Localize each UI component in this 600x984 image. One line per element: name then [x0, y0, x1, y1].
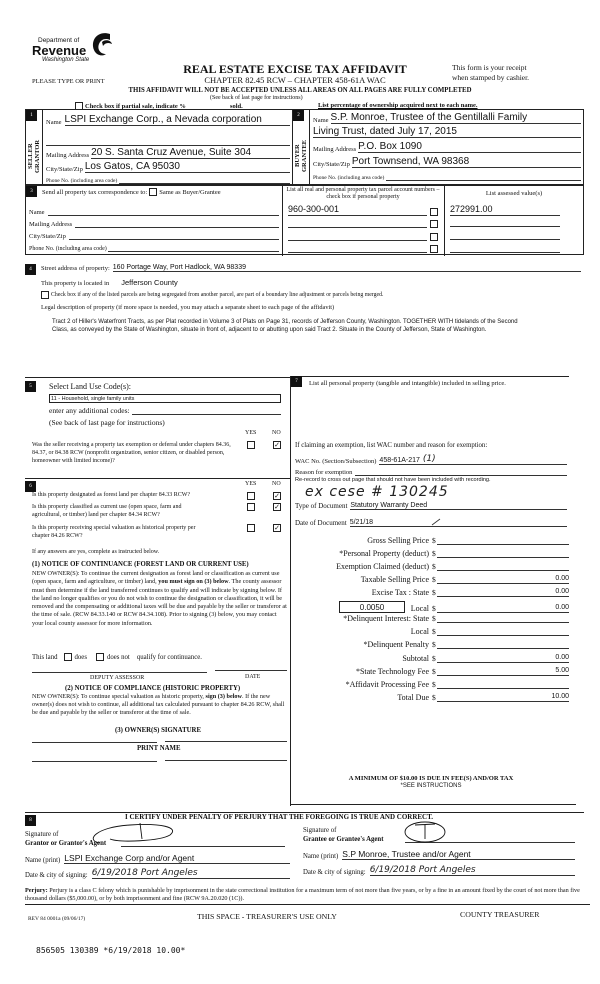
- legal-label: Legal description of property (if more space is needed, you may attach a separate sheet to each page of the affidavit): [41, 304, 335, 311]
- exemption-yes-checkbox[interactable]: [247, 441, 255, 449]
- doc-date-label: Date of Document: [295, 519, 347, 527]
- parcel-row: [288, 232, 438, 241]
- processing-fee-label: *Affidavit Processing Fee: [345, 680, 429, 689]
- checkmark-icon: [431, 518, 441, 526]
- amount-row-tech-fee: [291, 667, 569, 676]
- parcel-account-field[interactable]: [288, 219, 427, 228]
- grantee-name-label: Name (print): [303, 853, 339, 860]
- forest-land-question: Is this property designated as forest land per chapter 84.33 RCW?: [32, 492, 191, 498]
- grantor-name-label: Name (print): [25, 857, 61, 864]
- assessed-header: List assessed value(s): [485, 190, 543, 197]
- parcel-header: List all real and personal property tax parcel account numbers – check box if personal property: [286, 187, 440, 200]
- total-due-field[interactable]: 10.00: [437, 693, 569, 702]
- receipt-stamp: 856505 130389 *6/19/2018 10.00*: [36, 946, 186, 955]
- form-number: REV 84 0001a (09/06/17): [28, 916, 86, 922]
- section-5-badge: 5: [25, 381, 36, 392]
- county-field[interactable]: Jefferson County: [121, 278, 178, 287]
- exemption-intro: If claiming an exemption, list WAC number and reason for exemption:: [295, 442, 488, 449]
- logo-line3: Washington State: [42, 57, 90, 63]
- see-instructions: *SEE INSTRUCTIONS: [400, 783, 462, 789]
- form-title: REAL ESTATE EXCISE TAX AFFIDAVIT: [183, 62, 407, 76]
- parcel-account-field[interactable]: [288, 244, 427, 253]
- parcel-row: [288, 244, 438, 253]
- qualify-label: qualify for continuance.: [136, 653, 202, 661]
- dollar-sign: $: [432, 693, 436, 702]
- dollar-sign: $: [432, 640, 436, 649]
- street-field[interactable]: 160 Portage Way, Port Hadlock, WA 98339: [113, 264, 581, 272]
- legal-description[interactable]: Tract 2 of Hiller's Waterfront Tracts, as per Plat recorded in Volume 3 of Plats on Page 31, records of Jefferson County, Washington. TOGETHER WITH tidelands of the Second Class, as conveyed by the State of Washington, situate in front of, adjacent to or abutting upon said Tract 2. Situate in the County of Jefferson, State of Washington.: [52, 319, 518, 333]
- dollar-sign: $: [432, 588, 436, 597]
- treasurer-use: THIS SPACE - TREASURER'S USE ONLY: [197, 912, 337, 921]
- seller-mailing-label: Mailing Address: [46, 152, 90, 159]
- tech-fee-field[interactable]: 5.00: [437, 667, 569, 676]
- assessed-value-field[interactable]: 272991.00: [450, 204, 560, 216]
- section-2-badge: 2: [293, 110, 304, 121]
- seller-name-label: Name: [46, 119, 62, 126]
- interest-state-label: *Delinquent Interest: State: [343, 614, 429, 623]
- historical-no-checkbox[interactable]: [273, 524, 281, 532]
- correspondence-section: [25, 185, 584, 255]
- wac-label: WAC No. (Section/Subsection): [295, 458, 377, 465]
- s6-no-header: NO: [272, 481, 281, 487]
- total-due-label: Total Due: [397, 693, 429, 702]
- grantee-date-city-field[interactable]: 6/19/2018 Port Angeles: [370, 865, 575, 876]
- personal-deduct-label: *Personal Property (deduct): [339, 549, 429, 558]
- segregated-label: Check box if any of the listed parcels are being segregated from another parcel, are part of a boundary line adjustment or parcels being merged.: [51, 292, 384, 298]
- buyer-mailing-field[interactable]: P.O. Box 1090: [358, 141, 581, 153]
- excise-local-field[interactable]: 0.00: [437, 604, 569, 613]
- historical-question: Is this property receiving special valuation as historical property per chapter 84.26 RCW?: [32, 525, 196, 539]
- grantee-sig-label-2: Grantee or Grantee's Agent: [303, 836, 384, 843]
- notice2-text-b: . If the new owner(s) does not wish to continue, all additional tax calculated pursuant to chapter 84.26 RCW, shall be due and payable by the seller or transferor at the time of sale.: [32, 693, 285, 716]
- grantor-name-field[interactable]: LSPI Exchange Corp and/or Agent: [64, 853, 290, 864]
- additional-codes-field[interactable]: [132, 406, 281, 415]
- reason-label: Reason for exemption: [295, 469, 353, 476]
- dollar-sign: $: [432, 575, 436, 584]
- corr-name-label: Name: [29, 209, 45, 216]
- current-use-question: Is this property classified as current use (open space, farm and agricultural, or timber) land per chapter 84.34 RCW?: [32, 504, 182, 518]
- buyer-name-label: Name: [313, 117, 329, 124]
- land-use-select[interactable]: 11 - Household, single family units: [49, 394, 281, 403]
- ownership-note: List percentage of ownership acquired next to each name.: [318, 102, 478, 109]
- excise-state-label: Excise Tax : State: [371, 588, 429, 597]
- excise-state-field[interactable]: 0.00: [437, 588, 569, 597]
- notice1-text: [32, 570, 288, 628]
- same-as-buyer-checkbox[interactable]: [149, 188, 157, 196]
- amount-row-processing-fee: [291, 680, 569, 689]
- exemption-question: Was the seller receiving a property tax exemption or deferral under chapters 84.36, 84.37, or 84.38 RCW (nonprofit organization, senior citizen, or disabled person, homeowner with limited income)?: [32, 442, 231, 464]
- certify-statement: I CERTIFY UNDER PENALTY OF PERJURY THAT THE FOREGOING IS TRUE AND CORRECT.: [125, 813, 434, 821]
- buyer-phone-field[interactable]: [386, 172, 581, 181]
- forest-no-checkbox[interactable]: [273, 492, 281, 500]
- same-as-buyer-label: Same as Buyer/Grantee: [159, 188, 221, 196]
- dollar-sign: $: [432, 562, 436, 571]
- land-use-section: [25, 377, 291, 487]
- assessed-value-field[interactable]: [450, 231, 560, 240]
- logo-line1: Department of: [38, 37, 80, 44]
- this-land-label: This land: [32, 653, 58, 661]
- personal-property-checkbox[interactable]: [430, 208, 438, 216]
- print-name-field-1[interactable]: [32, 756, 157, 762]
- dollar-sign: $: [432, 667, 436, 676]
- acceptance-warning: THIS AFFIDAVIT WILL NOT BE ACCEPTED UNLESS ALL AREAS ON ALL PAGES ARE FULLY COMPLETED: [128, 87, 472, 94]
- perjury-notice: [25, 887, 590, 905]
- minimum-note: A MINIMUM OF $10.00 IS DUE IN FEE(S) AND/OR TAX: [348, 775, 514, 782]
- no-header: NO: [272, 430, 281, 436]
- notice1-title: (1) NOTICE OF CONTINUANCE (FOREST LAND OR CURRENT USE): [32, 561, 249, 568]
- notice2-text: [32, 693, 288, 716]
- s6-yes-header: YES: [245, 481, 257, 487]
- amount-row-gross: [291, 536, 569, 545]
- section-6-badge: 6: [25, 481, 36, 492]
- personal-property-checkbox[interactable]: [430, 233, 438, 241]
- current-use-no-checkbox[interactable]: [273, 503, 281, 511]
- amount-row-personal: [291, 549, 569, 558]
- personal-property-checkbox[interactable]: [430, 245, 438, 253]
- wac-field[interactable]: [379, 454, 567, 465]
- grantor-sig-label-1: Signature of: [25, 831, 59, 838]
- print-name-field-2[interactable]: [165, 755, 287, 761]
- personal-property-checkbox[interactable]: [430, 220, 438, 228]
- dollar-sign: $: [432, 627, 436, 636]
- assessor-date-label: DATE: [245, 674, 261, 680]
- owner-signature-field-2[interactable]: [165, 736, 287, 742]
- certification-section: [25, 812, 584, 884]
- instructions-note: (See back of last page for instructions): [210, 95, 303, 101]
- parcel-row: [288, 219, 438, 228]
- amount-row-state-tax: [291, 588, 569, 597]
- seller-city-field[interactable]: Los Gatos, CA 95030: [85, 161, 290, 173]
- buyer-name-field[interactable]: S.P. Monroe, Trustee of the Gentillalli Family: [331, 112, 581, 124]
- subtotal-label: Subtotal: [402, 654, 429, 663]
- street-label: Street address of property:: [41, 265, 110, 272]
- grantee-name-field[interactable]: S.P Monroe, Trustee and/or Agent: [342, 849, 575, 860]
- receipt-note-1: This form is your receipt: [452, 63, 527, 72]
- interest-local-field[interactable]: [437, 627, 569, 636]
- seller-mailing-field[interactable]: 20 S. Santa Cruz Avenue, Suite 304: [91, 147, 290, 159]
- assessor-date-field[interactable]: [215, 663, 287, 671]
- taxable-price-field[interactable]: 0.00: [437, 575, 569, 584]
- amount-row-interest-local: [291, 627, 569, 636]
- penalty-field[interactable]: [437, 640, 569, 649]
- exemption-no-checkbox[interactable]: [273, 441, 281, 449]
- exemption-claimed-label: Exemption Claimed (deduct): [336, 562, 429, 571]
- notice2-bold: sign (3) below: [205, 693, 242, 700]
- seller-side-label: SELLER GRANTOR: [27, 139, 41, 173]
- personal-property-label: List all personal property (tangible and intangible) included in selling price.: [309, 380, 506, 387]
- yes-header: YES: [245, 430, 257, 436]
- parcel-account-field[interactable]: [288, 232, 427, 241]
- gross-field[interactable]: [437, 536, 569, 545]
- deputy-assessor-signature[interactable]: [32, 665, 207, 673]
- personal-property-field[interactable]: [309, 402, 559, 440]
- partial-sale-label: Check box if partial sale, indicate %: [85, 102, 186, 110]
- seller-name-line2[interactable]: [46, 136, 290, 146]
- historical-yes-checkbox[interactable]: [247, 524, 255, 532]
- amount-row-interest-state: [291, 614, 569, 623]
- corr-city-label: City/State/Zip: [29, 233, 66, 240]
- notice1-bold: you must sign on (3) below: [158, 578, 229, 586]
- land-use-label: Select Land Use Code(s):: [49, 382, 131, 391]
- dollar-sign: $: [432, 604, 436, 613]
- form-subtitle: CHAPTER 82.45 RCW – CHAPTER 458-61A WAC: [204, 75, 386, 85]
- section-1-badge: 1: [26, 110, 37, 121]
- partial-sale-sold: sold.: [229, 102, 243, 110]
- corr-phone-field[interactable]: [108, 244, 279, 252]
- buyer-section: [292, 109, 584, 185]
- segregated-checkbox[interactable]: [41, 291, 49, 299]
- buyer-phone-label: Phone No. (including area code): [313, 175, 385, 181]
- section-3-badge: 3: [26, 186, 37, 197]
- parcel-account-field[interactable]: 960-300-001: [288, 204, 427, 216]
- dollar-sign: $: [432, 680, 436, 689]
- located-label: This property is located in: [41, 280, 110, 287]
- reason-value: Re-record to cross out page that should not have been included with recording.: [295, 477, 491, 483]
- doc-type-field[interactable]: Statutory Warranty Deed: [350, 502, 567, 510]
- notice1-text-a: NEW OWNER(S): To continue the current designation as forest land or classification as current use (open space, farm and agriculture, or timber) land,: [32, 570, 280, 586]
- parcel-row: [288, 204, 438, 216]
- land-use-instructions: (See back of last page for instructions): [49, 418, 165, 427]
- dollar-sign: $: [432, 614, 436, 623]
- dollar-sign: $: [432, 536, 436, 545]
- section-7-badge: 7: [291, 376, 302, 387]
- dollar-sign: $: [432, 654, 436, 663]
- amount-row-total: [291, 693, 569, 702]
- processing-fee-field[interactable]: [437, 680, 569, 689]
- notice1-text-b: . The county assessor must then determine if the land transferred continues to qualify and will indicate by signing below. If the land no longer qualifies or you do not wish to continue the designation or classification, it will be removed and the compensating or additional taxes will be due and payable by the seller or transferor at the time of sale. (RCW 84.33.140 or RCW 84.34.108). Prior to signing (3) below, you may contact your local county assessor for more information.: [32, 578, 287, 627]
- reason-field-line[interactable]: [355, 468, 567, 476]
- excise-local-label: Local: [410, 604, 429, 613]
- perjury-label: Perjury:: [25, 887, 48, 894]
- doc-type-label: Type of Document: [295, 502, 348, 510]
- tech-fee-label: *State Technology Fee: [355, 667, 429, 676]
- gross-label: Gross Selling Price: [367, 536, 429, 545]
- does-checkbox[interactable]: [64, 653, 72, 661]
- receipt-note-2: when stamped by cashier.: [452, 73, 530, 82]
- owner-signature-field-1[interactable]: [32, 737, 157, 743]
- section-8-badge: 8: [25, 815, 36, 826]
- buyer-side-label: BUYER GRANTEE: [294, 139, 308, 173]
- does-label: does: [74, 653, 87, 661]
- grantee-signature-scribble: [403, 819, 453, 843]
- subtotal-field[interactable]: 0.00: [437, 654, 569, 663]
- additional-codes-label: enter any additional codes:: [49, 406, 130, 415]
- current-use-yes-checkbox[interactable]: [247, 503, 255, 511]
- corr-mailing-field[interactable]: [75, 220, 279, 228]
- corr-name-field[interactable]: [48, 208, 279, 216]
- deputy-assessor-label: DEPUTY ASSESSOR: [90, 675, 145, 681]
- exemption-claimed-field[interactable]: [437, 562, 569, 571]
- dor-logo: [30, 30, 120, 66]
- perjury-text: Perjury is a class C felony which is punishable by imprisonment in the state correctional institution for a maximum term of not more than five years, or by a fine in an amount fixed by the court of not more than five thousand dollars ($5,000.00), or by both imprisonment and fine (RCW 9A.20.020 (1C)).: [25, 887, 580, 902]
- penalty-label: *Delinquent Penalty: [363, 640, 429, 649]
- please-type: PLEASE TYPE OR PRINT: [32, 78, 105, 85]
- amount-row-penalty: [291, 640, 569, 649]
- buyer-city-label: City/State/Zip: [313, 161, 350, 168]
- forest-yes-checkbox[interactable]: [247, 492, 255, 500]
- does-not-label: does not: [106, 653, 130, 661]
- buyer-city-field[interactable]: Port Townsend, WA 98368: [352, 156, 581, 168]
- seller-section: [25, 109, 293, 185]
- grantor-signature-scribble: [80, 817, 190, 847]
- personal-deduct-field[interactable]: [437, 549, 569, 558]
- grantor-sig-label-2: Grantor or Grantor's Agent: [25, 840, 107, 847]
- assessed-value-field[interactable]: [450, 218, 560, 227]
- if-yes-note: If any answers are yes, complete as instructed below.: [32, 549, 160, 555]
- corr-city-field[interactable]: [69, 232, 279, 240]
- amount-row-subtotal: [291, 654, 569, 663]
- assessed-value-field[interactable]: [450, 244, 560, 253]
- seller-phone-field[interactable]: [119, 175, 290, 184]
- buyer-name-line2[interactable]: Living Trust, dated July 17, 2015: [313, 126, 581, 138]
- does-not-checkbox[interactable]: [96, 653, 104, 661]
- seller-city-label: City/State/Zip: [46, 166, 83, 173]
- property-section: [25, 262, 584, 322]
- interest-local-label: Local: [410, 627, 429, 636]
- section7: [290, 376, 584, 806]
- wac-handwritten: (1): [422, 454, 436, 464]
- notice2-title: (2) NOTICE OF COMPLIANCE (HISTORIC PROPERTY): [65, 685, 241, 692]
- section-4-badge: 4: [25, 264, 36, 275]
- amount-row-taxable: [291, 575, 569, 584]
- amount-row-local-tax: [291, 601, 569, 613]
- seller-phone-label: Phone No. (including area code): [46, 178, 118, 184]
- corr-mailing-label: Mailing Address: [29, 221, 73, 228]
- logo-line2: Revenue: [32, 43, 87, 58]
- buyer-mailing-label: Mailing Address: [313, 146, 357, 153]
- grantee-date-label: Date & city of signing:: [303, 869, 366, 876]
- taxable-price-label: Taxable Selling Price: [360, 575, 429, 584]
- dollar-sign: $: [432, 549, 436, 558]
- amount-row-exemption: [291, 562, 569, 571]
- county-treasurer: COUNTY TREASURER: [460, 910, 540, 919]
- local-rate-box[interactable]: 0.0050: [339, 601, 405, 613]
- owner-signature-label: (3) OWNER(S) SIGNATURE: [115, 727, 201, 734]
- wac-value: 458-61A-217: [379, 457, 420, 464]
- dor-swoosh-icon: [88, 30, 116, 58]
- handwritten-case-note: ex cese # 130245: [305, 484, 449, 500]
- grantor-date-label: Date & city of signing:: [25, 872, 88, 879]
- corr-phone-label: Phone No. (including area code): [29, 246, 107, 252]
- notice2-text-a: NEW OWNER(S): To continue special valuation as historic property,: [32, 693, 206, 700]
- interest-state-field[interactable]: [437, 614, 569, 623]
- grantee-sig-label-1: Signature of: [303, 827, 337, 834]
- grantor-date-city-field[interactable]: 6/19/2018 Port Angeles: [92, 868, 290, 879]
- print-name-label: PRINT NAME: [137, 745, 181, 752]
- doc-date-field[interactable]: 5/21/18: [350, 519, 567, 527]
- section6: [25, 478, 291, 802]
- correspondence-label: Send all property tax correspondence to:: [42, 188, 148, 196]
- seller-name-field[interactable]: LSPI Exchange Corp., a Nevada corporation: [65, 114, 290, 126]
